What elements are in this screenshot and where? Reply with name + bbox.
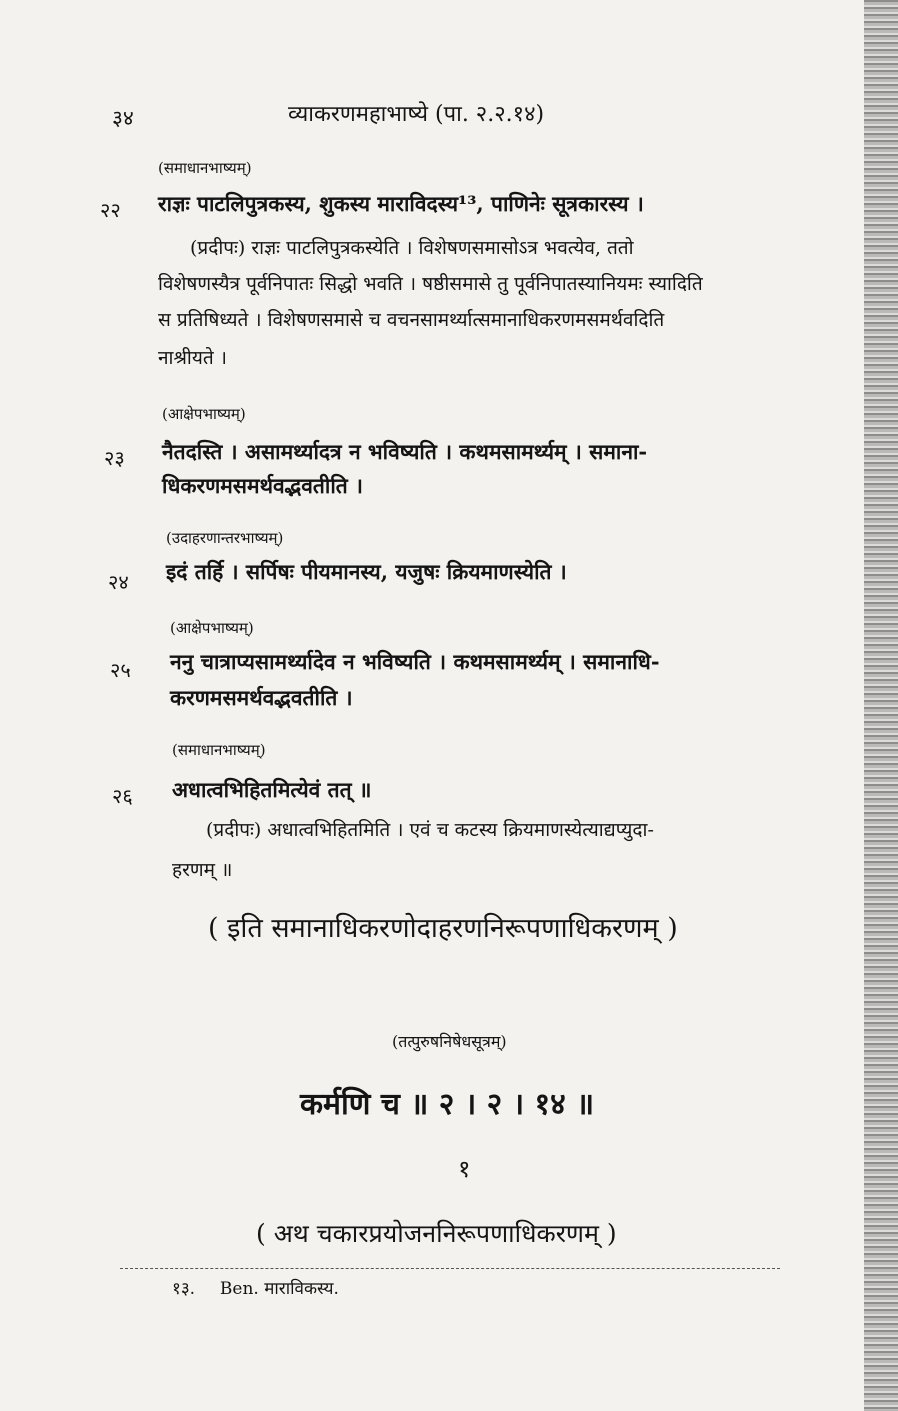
- bhashya-line: नैतदस्ति । असामर्थ्यादत्र न भविष्यति । कथमसामर्थ्यम् । समाना-: [162, 439, 648, 464]
- adhikarana-heading: ( अथ चकारप्रयोजननिरूपणाधिकरणम् ): [256, 1219, 617, 1248]
- bhashya-line: करणमसमर्थवद्भवतीति ।: [170, 685, 353, 710]
- sutra-subnumber: १: [458, 1155, 471, 1183]
- commentary-line: विशेषणस्यैत्र पूर्वनिपातः सिद्धो भवति । षष्ठीसमासे तु पूर्वनिपातस्यानियमः स्यादिति: [158, 273, 703, 295]
- bhashya-line: धिकरणमसमर्थवद्भवतीति ।: [162, 473, 363, 498]
- footnote-text: Ben. माराविकस्य.: [219, 1279, 339, 1299]
- page-number: ३४: [112, 106, 134, 130]
- commentary-line: हरणम् ॥: [172, 859, 233, 881]
- scan-binding-edge: [864, 0, 898, 1411]
- bhashya-line: अधात्वभिहितमित्येवं तत् ॥: [172, 777, 372, 802]
- commentary-line: नाश्रीयते ।: [158, 347, 227, 369]
- commentary-line: स प्रतिषिध्यते । विशेषणसमासे च वचनसामर्थ्यात्समानाधिकरणमसमर्थवदिति: [158, 309, 665, 331]
- section-number: २५: [110, 658, 131, 682]
- footnote-rule: [120, 1268, 780, 1269]
- section-number: २३: [104, 446, 125, 470]
- sutra-text: कर्मणि च ॥ २ । २ । १४ ॥: [300, 1087, 595, 1122]
- section-label: (समाधानभाष्यम्): [172, 741, 266, 759]
- bhashya-line: राज्ञः पाटलिपुत्रकस्य, शुकस्य माराविदस्य¹³, पाणिनेः सूत्रकारस्य ।: [158, 191, 644, 216]
- section-label: (समाधानभाष्यम्): [158, 159, 252, 177]
- commentary-line: (प्रदीपः) राज्ञः पाटलिपुत्रकस्येति । विशेषणसमासोऽत्र भवत्येव, ततो: [190, 237, 634, 259]
- running-title: व्याकरणमहाभाष्ये (पा. २.२.१४): [288, 102, 545, 127]
- sutra-label: (तत्पुरुषनिषेधसूत्रम्): [392, 1032, 507, 1051]
- section-number: २६: [112, 784, 133, 808]
- section-number: २४: [108, 570, 129, 594]
- section-label: (आक्षेपभाष्यम्): [162, 405, 246, 423]
- section-label: (आक्षेपभाष्यम्): [170, 619, 254, 637]
- footnote-number: १३.: [172, 1279, 196, 1299]
- bhashya-line: इदं तर्हि । सर्पिषः पीयमानस्य, यजुषः क्रियमाणस्येति ।: [166, 559, 567, 584]
- closing-heading: ( इति समानाधिकरणोदाहरणनिरूपणाधिकरणम् ): [208, 913, 678, 944]
- commentary-line: (प्रदीपः) अधात्वभिहितमिति । एवं च कटस्य क्रियमाणस्येत्याद्यप्युदा-: [206, 819, 654, 841]
- bhashya-line: ननु चात्राप्यसामर्थ्यादेव न भविष्यति । कथमसामर्थ्यम् । समानाधि-: [170, 649, 660, 674]
- section-number: २२: [100, 198, 121, 222]
- footnote: [172, 1276, 339, 1299]
- section-label: (उदाहरणान्तरभाष्यम्): [166, 529, 284, 547]
